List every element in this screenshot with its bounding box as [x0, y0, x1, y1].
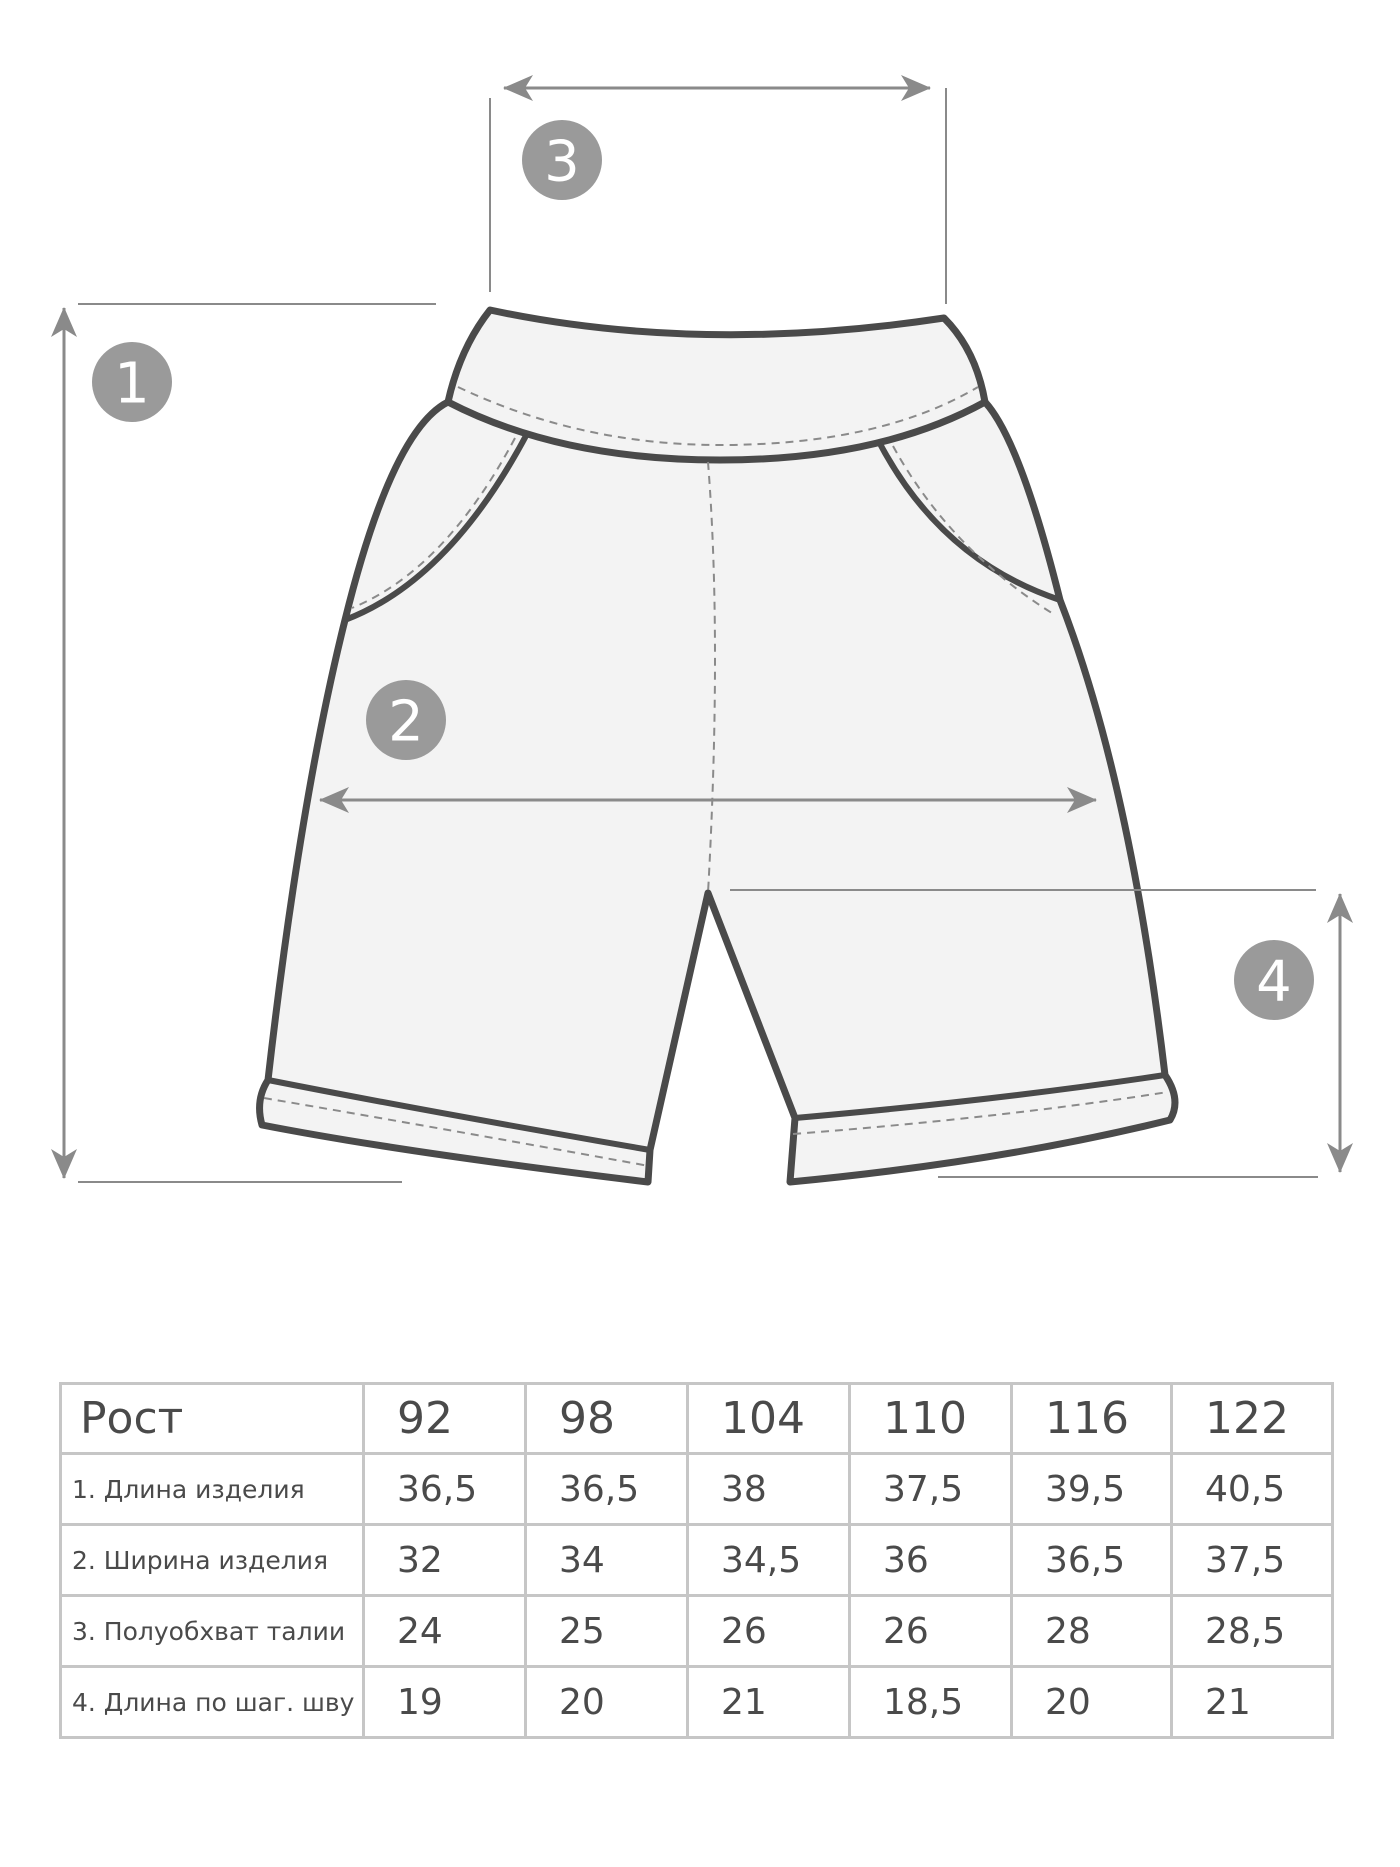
- measurement-value: 26: [688, 1596, 850, 1667]
- measurement-value: 28: [1012, 1596, 1172, 1667]
- measure-badge-3: [522, 120, 602, 200]
- table-header-row: [61, 1384, 1333, 1454]
- shorts-waistband: [448, 310, 985, 460]
- measurement-value: 39,5: [1012, 1454, 1172, 1525]
- size-header-cell: 98: [526, 1384, 688, 1454]
- measurement-label: 4. Длина по шаг. шву: [61, 1667, 364, 1738]
- size-header-cell: 104: [688, 1384, 850, 1454]
- measurement-value: 37,5: [850, 1454, 1012, 1525]
- measurement-value: 36,5: [1012, 1525, 1172, 1596]
- table-row: [61, 1454, 1333, 1525]
- measurement-value: 24: [364, 1596, 526, 1667]
- measurement-value: 21: [688, 1667, 850, 1738]
- measurement-value: 36: [850, 1525, 1012, 1596]
- measure-badge-4: [1234, 940, 1314, 1020]
- measurement-value: 20: [1012, 1667, 1172, 1738]
- measurement-value: 28,5: [1172, 1596, 1333, 1667]
- measurement-value: 25: [526, 1596, 688, 1667]
- measure-badge-2: [366, 680, 446, 760]
- badge-number: 2: [388, 689, 424, 755]
- measurement-value: 21: [1172, 1667, 1333, 1738]
- measurement-value: 37,5: [1172, 1525, 1333, 1596]
- size-header-cell: 122: [1172, 1384, 1333, 1454]
- size-chart-table: [59, 1382, 1334, 1739]
- table-row: [61, 1596, 1333, 1667]
- height-label: Рост: [61, 1384, 364, 1454]
- measurement-value: 20: [526, 1667, 688, 1738]
- size-header-cell: 110: [850, 1384, 1012, 1454]
- measurement-value: 18,5: [850, 1667, 1012, 1738]
- badge-number: 3: [544, 129, 580, 195]
- measurement-value: 36,5: [526, 1454, 688, 1525]
- measurement-value: 34,5: [688, 1525, 850, 1596]
- badge-number: 4: [1256, 949, 1292, 1015]
- measurement-value: 19: [364, 1667, 526, 1738]
- measurement-value: 40,5: [1172, 1454, 1333, 1525]
- measurement-label: 2. Ширина изделия: [61, 1525, 364, 1596]
- measurement-value: 26: [850, 1596, 1012, 1667]
- measurement-value: 34: [526, 1525, 688, 1596]
- measurement-label: 3. Полуобхват талии: [61, 1596, 364, 1667]
- size-header-cell: 92: [364, 1384, 526, 1454]
- measurement-label: 1. Длина изделия: [61, 1454, 364, 1525]
- badge-number: 1: [114, 351, 150, 417]
- measure-badge-1: [92, 342, 172, 422]
- size-header-cell: 116: [1012, 1384, 1172, 1454]
- table-row: [61, 1667, 1333, 1738]
- shorts-body: [260, 402, 1175, 1182]
- measurement-value: 38: [688, 1454, 850, 1525]
- measurement-value: 32: [364, 1525, 526, 1596]
- measurement-value: 36,5: [364, 1454, 526, 1525]
- table-row: [61, 1525, 1333, 1596]
